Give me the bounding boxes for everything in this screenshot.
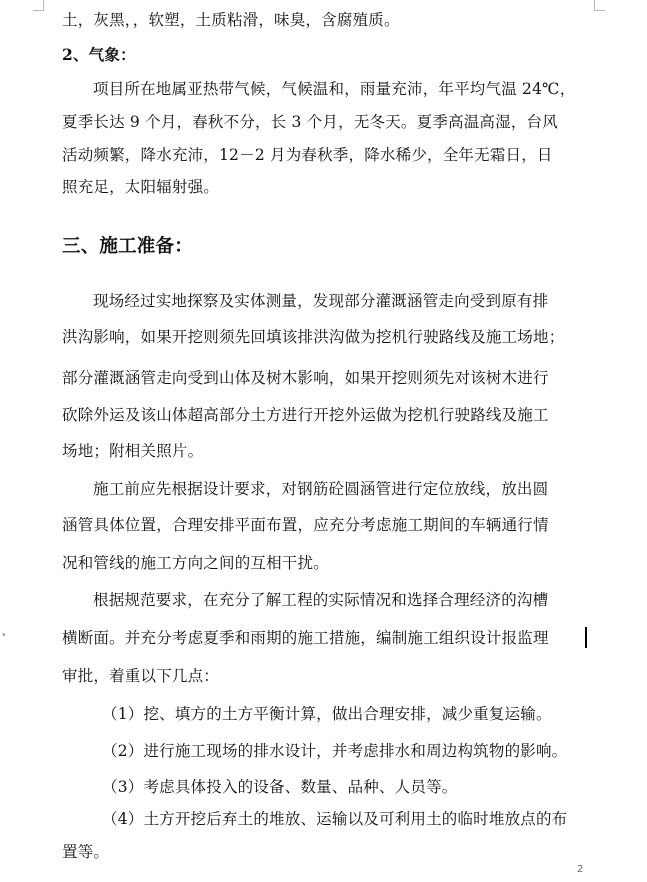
body-text-line: 活动频繁，降水充沛，12－2 月为春秋季，降水稀少，全年无霜日，日 [62,146,553,164]
body-text-line: 审批，着重以下几点： [62,667,220,685]
body-text-line: 夏季长达 9 个月，春秋不分，长 3 个月，无冬天。夏季高温高湿，台风 [62,113,558,131]
body-text-line: 洪沟影响，如果开挖则须先回填该排洪沟做为挖机行驶路线及施工场地； [62,328,565,346]
section-heading: 2、气象： [62,45,136,64]
body-text-line: 涵管具体位置，合理安排平面布置，应充分考虑施工期间的车辆通行情 [62,516,549,534]
margin-corner-mark-right [594,0,605,11]
text-cursor [585,627,587,648]
body-text-line: 砍除外运及该山体超高部分土方进行开挖外运做为挖机行驶路线及施工 [62,406,549,424]
body-text-line: 照充足，太阳辐射强。 [62,178,220,196]
body-text-line: 场地；附相关照片。 [62,442,204,460]
body-text-line: 部分灌溉涵管走向受到山体及树木影响，如果开挖则须先对该树木进行 [62,369,549,387]
list-item: （3）考虑具体投入的设备、数量、品种、人员等。 [102,778,458,796]
body-text-line: 现场经过实地探察及实体测量，发现部分灌溉涵管走向受到原有排 [93,292,549,310]
chapter-heading: 三、施工准备： [62,236,193,257]
body-text-line: 置等。 [62,843,110,861]
body-text-line: 根据规范要求，在充分了解工程的实际情况和选择合理经济的沟槽 [93,591,549,609]
body-text-line: 况和管线的施工方向之间的互相干扰。 [62,554,329,572]
body-text-line: 施工前应先根据设计要求，对钢筋砼圆涵管进行定位放线，放出圆 [93,480,549,498]
body-text-line: 项目所在地属亚热带气候，气候温和，雨量充沛，年平均气温 24℃， [93,80,576,98]
body-text-line: 横断面。并充分考虑夏季和雨期的施工措施，编制施工组织设计报监理 [62,629,549,647]
body-text-line: 土，灰黑，，软塑，土质粘滑，味臭，含腐殖质。 [62,11,400,29]
side-marker-icon: ▾ [2,631,6,639]
list-item: （1）挖、填方的土方平衡计算，做出合理安排，减少重复运输。 [102,705,552,723]
list-item: （2）进行施工现场的排水设计，并考虑排水和周边构筑物的影响。 [102,742,568,760]
margin-corner-mark-left [33,0,44,11]
list-item: （4）土方开挖后弃土的堆放、运输以及可利用土的临时堆放点的布 [102,810,568,828]
page-number: 2 [577,864,584,875]
